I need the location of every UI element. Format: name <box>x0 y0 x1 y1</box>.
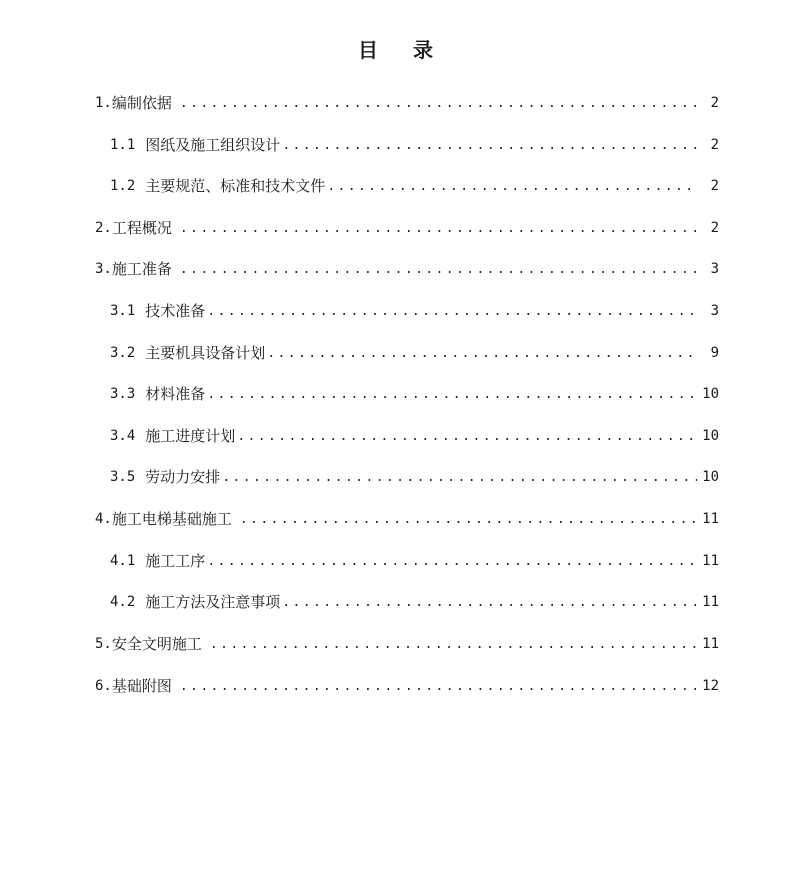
toc-entry-title: 编制依据 <box>111 94 172 112</box>
toc-entry[interactable] <box>110 131 719 159</box>
toc-entry-number: 1.2 <box>110 178 136 194</box>
toc-dot-leader <box>237 423 697 450</box>
toc-entry-number: 1. <box>95 95 112 111</box>
toc-entry-title: 安全文明施工 <box>111 635 202 653</box>
toc-entry-number: 3.1 <box>110 303 136 319</box>
toc-entry[interactable] <box>95 255 719 283</box>
toc-entry-number: 5. <box>95 636 112 652</box>
toc-dot-leader <box>282 589 697 616</box>
toc-entry-page: 2 <box>710 220 719 236</box>
toc-entry[interactable] <box>95 630 719 658</box>
toc-entry-title: 劳动力安排 <box>145 468 221 486</box>
toc-entry-page: 10 <box>702 428 719 444</box>
toc-entry-number: 2. <box>95 220 112 236</box>
toc-entry-page: 11 <box>702 594 719 610</box>
toc-entry-page: 12 <box>702 678 719 694</box>
toc-entry[interactable] <box>95 214 719 242</box>
toc-entry-number: 3.4 <box>110 428 136 444</box>
toc-entry[interactable] <box>110 588 719 616</box>
toc-entry-page: 11 <box>702 511 719 527</box>
toc-dot-leader <box>327 173 697 200</box>
toc-entry-page: 2 <box>710 137 719 153</box>
toc-dot-leader <box>207 381 697 408</box>
toc-entry-page: 2 <box>710 95 719 111</box>
toc-dot-leader <box>210 631 697 658</box>
toc-entry-title: 施工进度计划 <box>145 427 236 445</box>
toc-entry-title: 基础附图 <box>111 677 172 695</box>
toc-entry-page: 11 <box>702 553 719 569</box>
toc-entry-number: 4.1 <box>110 553 136 569</box>
toc-entry-title: 图纸及施工组织设计 <box>145 136 281 154</box>
toc-entry-number: 1.1 <box>110 137 136 153</box>
toc-entry-page: 3 <box>710 261 719 277</box>
toc-entry[interactable] <box>95 672 719 700</box>
toc-dot-leader <box>282 132 697 159</box>
toc-dot-leader <box>240 506 697 533</box>
toc-entry-title: 技术准备 <box>145 302 206 320</box>
toc-entry[interactable] <box>110 380 719 408</box>
toc-entry-title: 主要机具设备计划 <box>145 344 266 362</box>
toc-entry-title: 主要规范、标准和技术文件 <box>145 177 326 195</box>
toc-entry-page: 11 <box>702 636 719 652</box>
toc-entry-number: 3.2 <box>110 345 136 361</box>
toc-entry-page: 10 <box>702 386 719 402</box>
toc-entry[interactable] <box>110 463 719 491</box>
toc-entry[interactable] <box>110 297 719 325</box>
toc-dot-leader <box>207 548 697 575</box>
toc-entry-title: 工程概况 <box>111 219 172 237</box>
toc-dot-leader <box>222 464 697 491</box>
toc-entry-number: 4. <box>95 511 112 527</box>
toc-entry-number: 6. <box>95 678 112 694</box>
toc-entry-number: 3.5 <box>110 469 136 485</box>
toc-title: 目 录 <box>358 38 447 62</box>
toc-entry[interactable] <box>110 547 719 575</box>
toc-entry-page: 10 <box>702 469 719 485</box>
toc-dot-leader <box>207 298 697 325</box>
toc-entry-page: 2 <box>710 178 719 194</box>
toc-dot-leader <box>180 215 697 242</box>
toc-entry[interactable] <box>110 339 719 367</box>
toc-entry-title: 施工准备 <box>111 260 172 278</box>
toc-entry-number: 4.2 <box>110 594 136 610</box>
toc-entry-page: 9 <box>710 345 719 361</box>
toc-entry-title: 施工工序 <box>145 552 206 570</box>
toc-entry-page: 3 <box>710 303 719 319</box>
toc-entry[interactable] <box>95 505 719 533</box>
toc-entry-title: 施工电梯基础施工 <box>111 510 232 528</box>
toc-entry-number: 3. <box>95 261 112 277</box>
toc-entry[interactable] <box>110 422 719 450</box>
toc-entry[interactable] <box>95 89 719 117</box>
toc-dot-leader <box>180 673 697 700</box>
toc-dot-leader <box>180 90 697 117</box>
toc-entry-number: 3.3 <box>110 386 136 402</box>
toc-dot-leader <box>267 340 697 367</box>
toc-entry-title: 施工方法及注意事项 <box>145 593 281 611</box>
toc-entry-title: 材料准备 <box>145 385 206 403</box>
toc-entry[interactable] <box>110 172 719 200</box>
toc-dot-leader <box>180 256 697 283</box>
